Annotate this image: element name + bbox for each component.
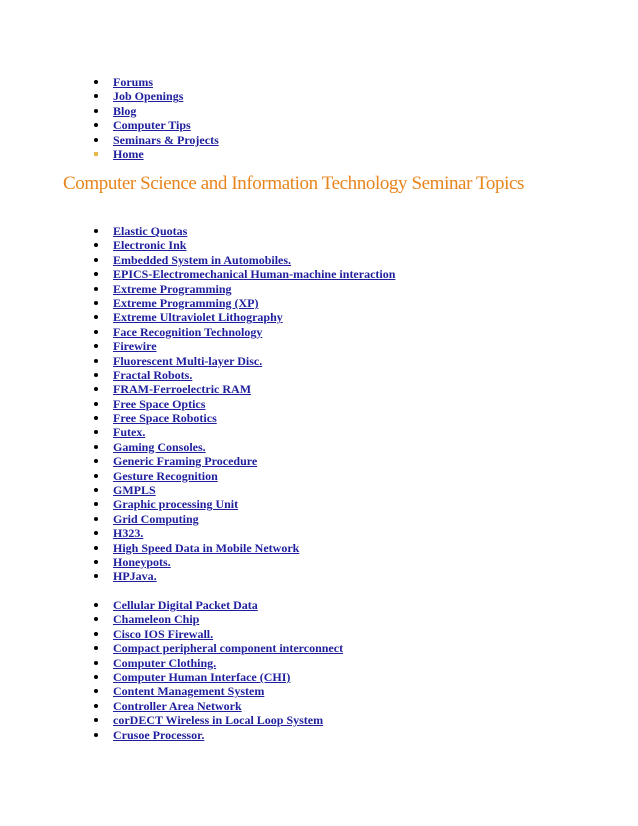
bullet-icon xyxy=(94,603,98,607)
topic-item xyxy=(113,454,395,468)
bullet-icon xyxy=(94,258,98,262)
bullet-icon xyxy=(94,94,98,98)
topic-item xyxy=(113,425,395,439)
bullet-icon xyxy=(94,330,98,334)
topic-link-cordect-wireless-in-local-loop-system[interactable]: corDECT Wireless in Local Loop System xyxy=(113,713,324,728)
seminar-topic-list-1 xyxy=(113,224,395,584)
topic-item xyxy=(113,483,395,497)
nav-link-home[interactable]: Home xyxy=(113,146,144,161)
topic-link-crusoe-processor[interactable]: Crusoe Processor. xyxy=(113,727,205,742)
topic-item xyxy=(113,282,395,296)
bullet-icon xyxy=(94,243,98,247)
bullet-icon xyxy=(94,123,98,127)
topic-item xyxy=(113,339,395,353)
topic-item xyxy=(113,310,395,324)
bullet-icon xyxy=(94,646,98,650)
bullet-icon xyxy=(94,689,98,693)
topic-link-fractal-robots[interactable]: Fractal Robots. xyxy=(113,367,193,382)
topic-link-high-speed-data-in-mobile-network[interactable]: High Speed Data in Mobile Network xyxy=(113,540,300,555)
topic-item xyxy=(113,411,395,425)
topic-item xyxy=(113,713,343,727)
topic-item xyxy=(113,325,395,339)
nav-item xyxy=(113,147,219,161)
bullet-icon xyxy=(94,152,98,156)
bullet-icon xyxy=(94,315,98,319)
topic-link-elastic-quotas[interactable]: Elastic Quotas xyxy=(113,224,188,238)
seminar-topic-list-2 xyxy=(113,598,343,742)
topic-link-epics-electromechanical-human-machine-interaction[interactable]: EPICS-Electromechanical Human-machine interaction xyxy=(113,267,396,282)
topic-item xyxy=(113,641,343,655)
bullet-icon xyxy=(94,704,98,708)
bullet-icon xyxy=(94,661,98,665)
topic-link-controller-area-network[interactable]: Controller Area Network xyxy=(113,698,242,713)
bullet-icon xyxy=(94,560,98,564)
topic-item xyxy=(113,382,395,396)
topic-item xyxy=(113,699,343,713)
topic-link-chameleon-chip[interactable]: Chameleon Chip xyxy=(113,612,200,627)
bullet-icon xyxy=(94,617,98,621)
bullet-icon xyxy=(94,459,98,463)
topic-link-computer-human-interface-chi[interactable]: Computer Human Interface (CHI) xyxy=(113,669,291,684)
bullet-icon xyxy=(94,546,98,550)
topic-item xyxy=(113,612,343,626)
bullet-icon xyxy=(94,301,98,305)
topic-item xyxy=(113,440,395,454)
topic-item xyxy=(113,368,395,382)
topic-item xyxy=(113,670,343,684)
topic-link-extreme-programming[interactable]: Extreme Programming xyxy=(113,281,232,296)
topic-link-cellular-digital-packet-data[interactable]: Cellular Digital Packet Data xyxy=(113,598,258,612)
topic-link-grid-computing[interactable]: Grid Computing xyxy=(113,511,199,526)
topic-link-free-space-robotics[interactable]: Free Space Robotics xyxy=(113,411,217,426)
topic-link-embedded-system-in-automobiles[interactable]: Embedded System in Automobiles. xyxy=(113,252,292,267)
topic-link-firewire[interactable]: Firewire xyxy=(113,339,157,354)
nav-link-computer-tips[interactable]: Computer Tips xyxy=(113,118,191,133)
bullet-icon xyxy=(94,430,98,434)
topic-link-extreme-ultraviolet-lithography[interactable]: Extreme Ultraviolet Lithography xyxy=(113,310,283,325)
topic-link-gaming-consoles[interactable]: Gaming Consoles. xyxy=(113,439,206,454)
topic-item xyxy=(113,569,395,583)
topic-item xyxy=(113,497,395,511)
page-heading: Computer Science and Information Technology Seminar Topics xyxy=(63,173,524,194)
topic-item xyxy=(113,728,343,742)
nav-link-job-openings[interactable]: Job Openings xyxy=(113,89,184,104)
topic-link-content-management-system[interactable]: Content Management System xyxy=(113,684,265,699)
topic-link-fram-ferroelectric-ram[interactable]: FRAM-Ferroelectric RAM xyxy=(113,382,252,397)
site-navigation xyxy=(113,75,219,161)
topic-item xyxy=(113,541,395,555)
topic-item xyxy=(113,656,343,670)
bullet-icon xyxy=(94,138,98,142)
bullet-icon xyxy=(94,344,98,348)
topic-item xyxy=(113,354,395,368)
topic-link-gmpls[interactable]: GMPLS xyxy=(113,483,156,498)
topic-item xyxy=(113,684,343,698)
bullet-icon xyxy=(94,416,98,420)
topic-link-graphic-processing-unit[interactable]: Graphic processing Unit xyxy=(113,497,239,512)
bullet-icon xyxy=(94,445,98,449)
topic-link-electronic-ink[interactable]: Electronic Ink xyxy=(113,238,187,253)
bullet-icon xyxy=(94,387,98,391)
bullet-icon xyxy=(94,517,98,521)
topic-item xyxy=(113,296,395,310)
nav-item xyxy=(113,104,219,118)
bullet-icon xyxy=(94,574,98,578)
topic-link-hpjava[interactable]: HPJava. xyxy=(113,569,157,584)
bullet-icon xyxy=(94,675,98,679)
topic-link-compact-peripheral-component-interconnect[interactable]: Compact peripheral component interconnect xyxy=(113,641,344,656)
topic-link-cisco-ios-firewall[interactable]: Cisco IOS Firewall. xyxy=(113,626,214,641)
bullet-icon xyxy=(94,733,98,737)
bullet-icon xyxy=(94,718,98,722)
bullet-icon xyxy=(94,632,98,636)
topic-item xyxy=(113,512,395,526)
bullet-icon xyxy=(94,229,98,233)
topic-link-fluorescent-multi-layer-disc[interactable]: Fluorescent Multi-layer Disc. xyxy=(113,353,263,368)
bullet-icon xyxy=(94,80,98,84)
topic-item xyxy=(113,397,395,411)
bullet-icon xyxy=(94,287,98,291)
topic-link-honeypots[interactable]: Honeypots. xyxy=(113,554,171,569)
nav-link-blog[interactable]: Blog xyxy=(113,103,137,118)
bullet-icon xyxy=(94,373,98,377)
bullet-icon xyxy=(94,474,98,478)
topic-link-face-recognition-technology[interactable]: Face Recognition Technology xyxy=(113,324,263,339)
topic-item xyxy=(113,224,395,238)
topic-item xyxy=(113,555,395,569)
bullet-icon xyxy=(94,488,98,492)
topic-link-h323[interactable]: H323. xyxy=(113,526,144,541)
topic-item xyxy=(113,469,395,483)
nav-item xyxy=(113,75,219,89)
topic-item xyxy=(113,627,343,641)
topic-link-computer-clothing[interactable]: Computer Clothing. xyxy=(113,655,217,670)
topic-link-free-space-optics[interactable]: Free Space Optics xyxy=(113,396,206,411)
topic-link-futex[interactable]: Futex. xyxy=(113,425,146,440)
topic-link-extreme-programming-xp[interactable]: Extreme Programming (XP) xyxy=(113,295,259,310)
topic-item xyxy=(113,267,395,281)
topic-item xyxy=(113,253,395,267)
topic-item xyxy=(113,526,395,540)
topic-item xyxy=(113,598,343,612)
bullet-icon xyxy=(94,531,98,535)
topic-item xyxy=(113,238,395,252)
bullet-icon xyxy=(94,502,98,506)
bullet-icon xyxy=(94,359,98,363)
nav-item xyxy=(113,133,219,147)
topic-link-generic-framing-procedure[interactable]: Generic Framing Procedure xyxy=(113,454,258,469)
nav-item xyxy=(113,118,219,132)
bullet-icon xyxy=(94,402,98,406)
nav-link-forums[interactable]: Forums xyxy=(113,75,153,89)
nav-item xyxy=(113,89,219,103)
nav-link-seminars-projects[interactable]: Seminars & Projects xyxy=(113,132,219,147)
bullet-icon xyxy=(94,272,98,276)
topic-link-gesture-recognition[interactable]: Gesture Recognition xyxy=(113,468,218,483)
bullet-icon xyxy=(94,109,98,113)
